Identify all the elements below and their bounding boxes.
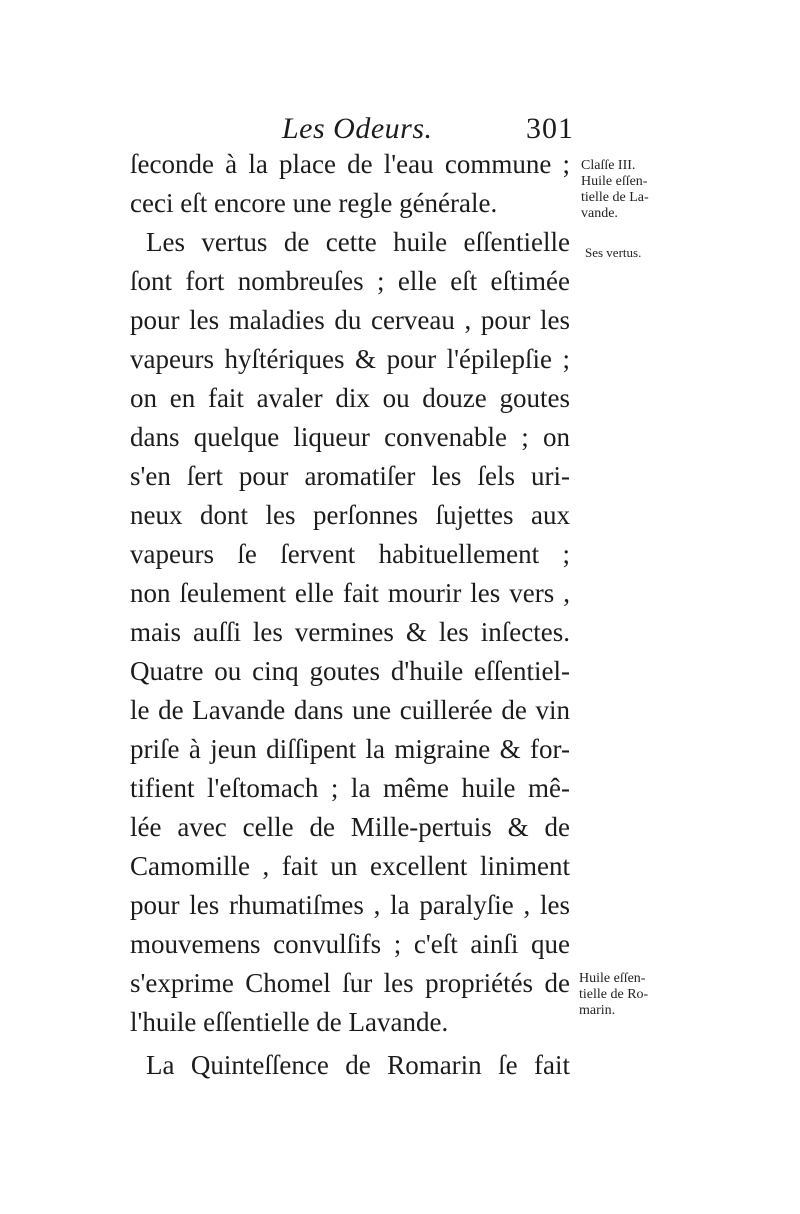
text-line: Les vertus de cette huile eſſentielle [146,227,570,257]
margin-note-line: tielle de Ro- [579,987,649,1002]
text-line: La Quinteſſence de Romarin ſe fait [146,1050,570,1080]
text-line: vapeurs hyſtériques & pour l'épilepſie ; [130,344,570,374]
text-line: ſont fort nombreuſes ; elle eſt eſtimée [130,266,570,296]
margin-note-romarin [579,971,699,1019]
text-line: s'en ſert pour aromatiſer les ſels uri- [130,461,570,491]
text-line: vapeurs ſe ſervent habituellement ; [130,539,570,569]
text-line: pour les rhumatiſmes , la paralyſie , les [130,890,570,920]
text-line: lée avec celle de Mille-pertuis & de [130,812,570,842]
margin-note-line: Huile eſſen- [581,174,648,189]
text-line: le de Lavande dans une cuillerée de vin [130,695,570,725]
text-line: priſe à jeun diſſipent la migraine & for- [130,734,570,764]
text-line: Camomille , fait un excellent liniment [130,851,570,881]
text-line: dans quelque liqueur convenable ; on [130,422,570,452]
body-text [130,145,570,1085]
text-line: l'huile eſſentielle de Lavande. [130,1007,449,1037]
page-number: 301 [526,112,574,145]
text-line: mouvemens convulſifs ; c'eſt ainſi que [130,929,570,959]
text-line: neux dont les perſonnes ſujettes aux [130,500,570,530]
margin-note-classe [581,158,701,222]
margin-note-line: Claſſe III. [581,158,636,173]
margin-note-line: Huile eſſen- [579,971,646,986]
text-line: non ſeulement elle fait mourir les vers , [130,578,570,608]
running-title: Les Odeurs. [282,112,433,145]
text-line: Quatre ou cinq goutes d'huile eſſentiel- [130,656,570,686]
text-line: on en fait avaler dix ou douze goutes [130,383,570,413]
text-line: tifient l'eſtomach ; la même huile mê- [130,773,570,803]
margin-note-line: vande. [581,206,618,221]
margin-note-line: tielle de La- [581,190,649,205]
margin-note-vertus [585,245,705,261]
margin-note-line: Ses vertus. [585,245,642,260]
text-line: mais auſſi les vermines & les inſectes. [130,617,570,647]
text-line: s'exprime Chomel ſur les propriétés de [130,968,570,998]
margin-note-line: marin. [579,1003,616,1018]
text-line: pour les maladies du cerveau , pour les [130,305,570,335]
text-line: ſeconde à la place de l'eau commune ; [130,149,570,179]
text-line: ceci eſt encore une regle générale. [130,188,498,218]
